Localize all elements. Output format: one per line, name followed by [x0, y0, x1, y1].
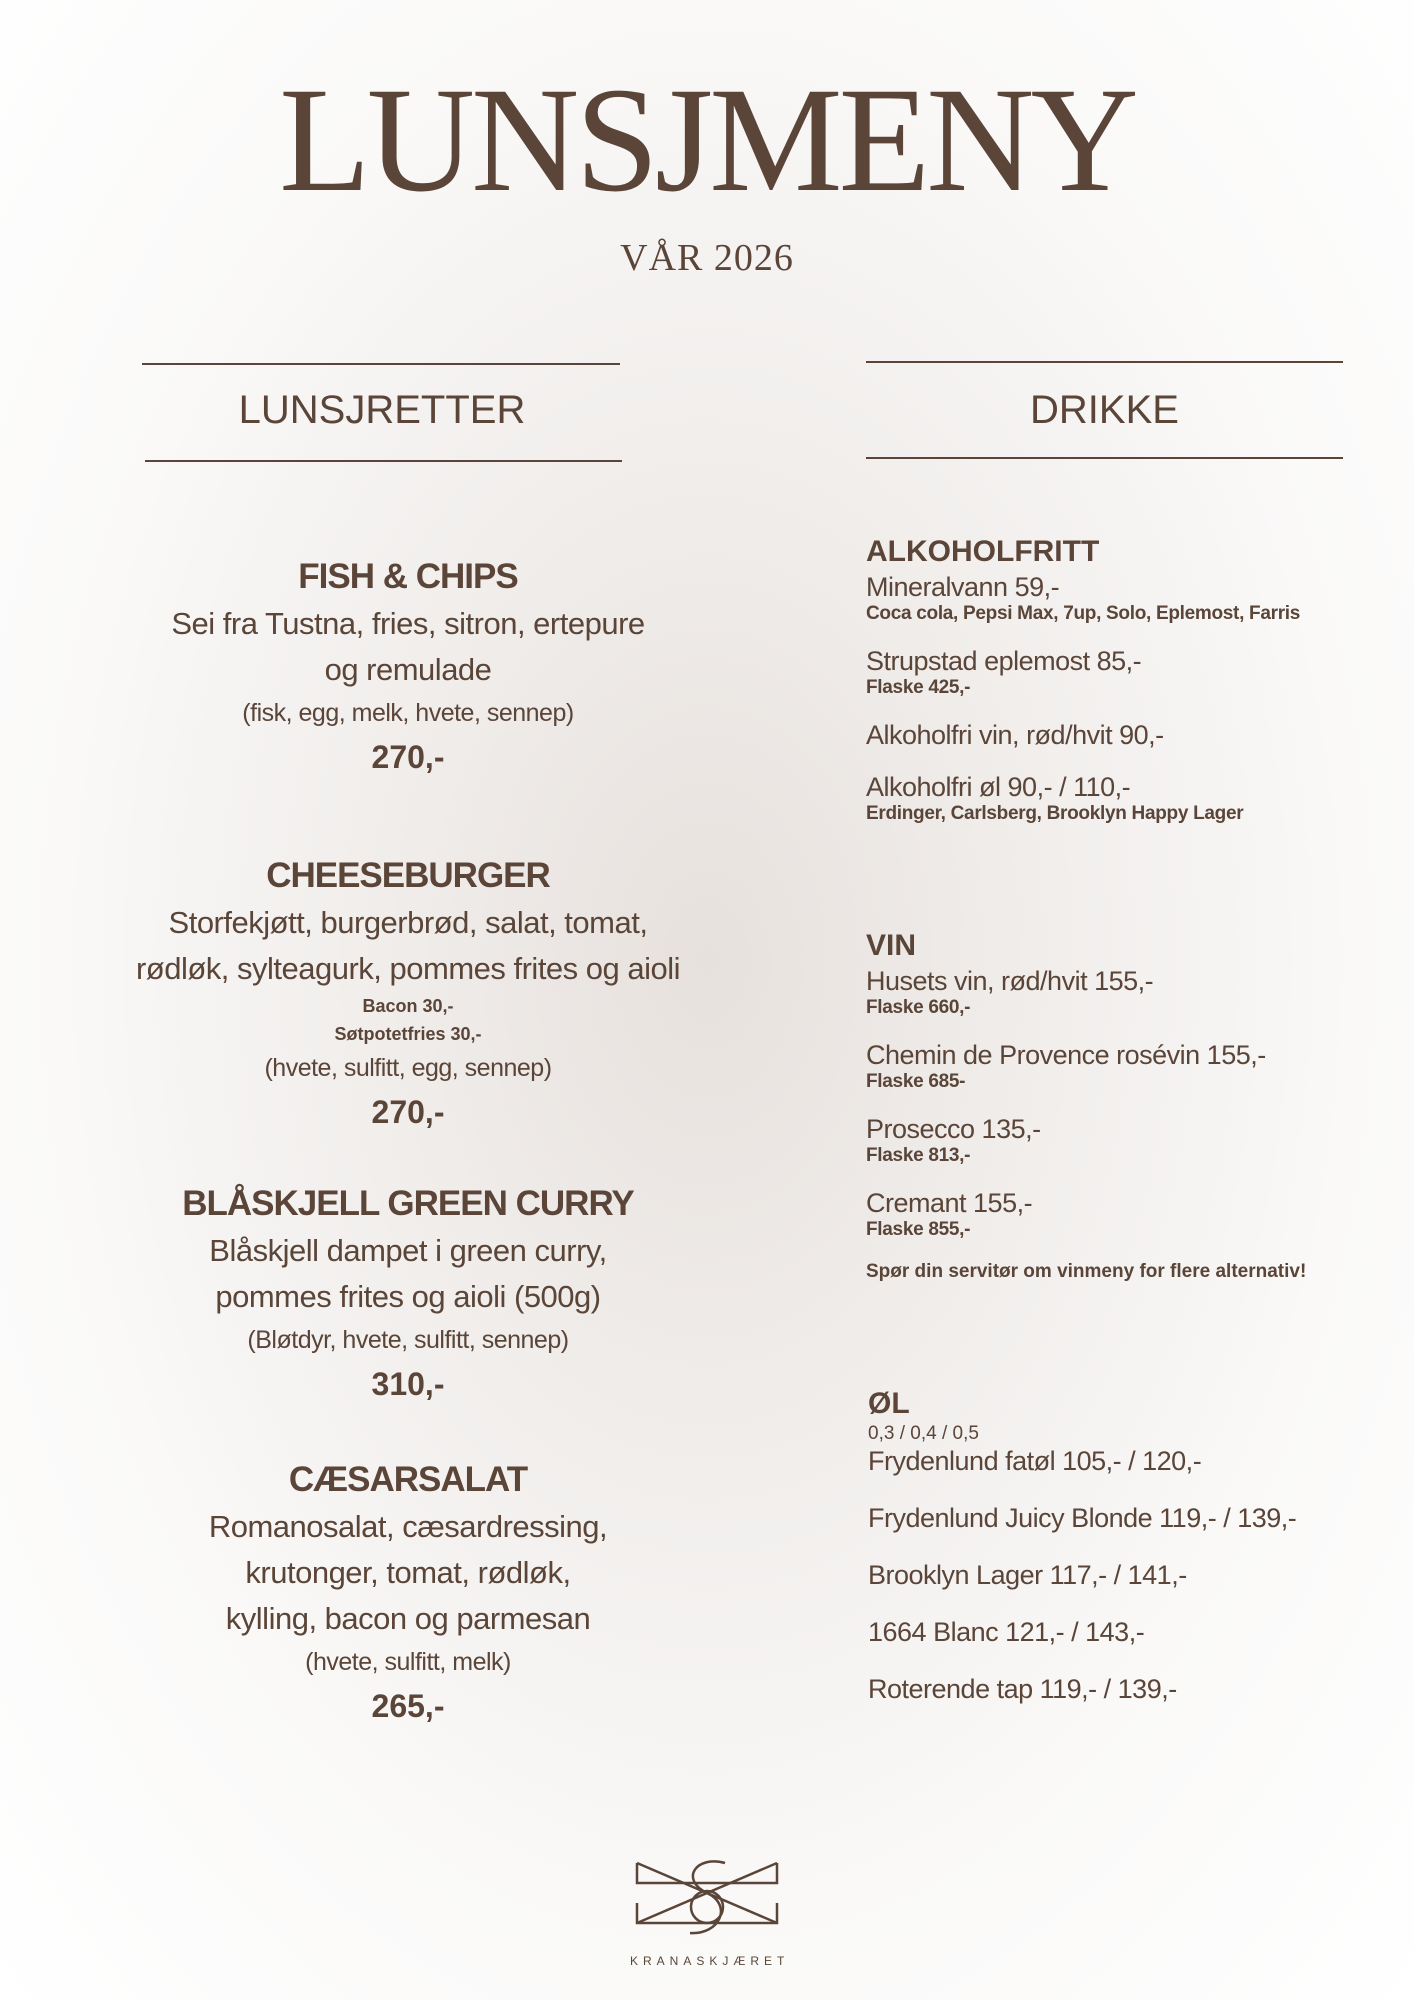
dish-price: 270,- — [371, 1094, 445, 1130]
drink-item — [866, 571, 1386, 625]
beer-item: Roterende tap 119,- / 139,- — [868, 1674, 1177, 1704]
dish-allergens: (hvete, sulfitt, egg, sennep) — [264, 1054, 552, 1082]
divider — [866, 457, 1343, 459]
dish-description: Romanosalat, cæsardressing, — [208, 1509, 608, 1544]
drink-detail: Erdinger, Carlsberg, Brooklyn Happy Lager — [866, 803, 1244, 824]
menu-title: LUNSJMENY — [279, 57, 1135, 223]
menu-subtitle: VÅR 2026 — [620, 237, 794, 279]
dish-cheeseburger — [130, 852, 686, 1136]
beer-item: Frydenlund fatøl 105,- / 120,- — [868, 1446, 1202, 1476]
dish-description: og remulade — [324, 652, 492, 687]
divider — [145, 460, 622, 462]
dish-allergens: (Bløtdyr, hvete, sulfitt, sennep) — [247, 1326, 569, 1354]
lunch-heading: LUNSJRETTER — [238, 388, 526, 432]
dish-name: CHEESEBURGER — [266, 856, 550, 895]
drink-item — [866, 645, 1386, 699]
drink-detail: Flaske 425,- — [866, 677, 971, 698]
brand-logo — [630, 1855, 790, 1968]
brand-name: KRANASKJÆRET — [630, 1954, 790, 1968]
dish-price: 310,- — [371, 1366, 445, 1402]
drink-item — [866, 771, 1386, 825]
drink-item — [866, 1039, 1386, 1093]
dish-description: rødløk, sylteagurk, pommes frites og aioli — [135, 951, 681, 986]
drink-item — [866, 965, 1386, 1019]
dish-caesarsalat — [130, 1456, 686, 1730]
drink-detail: Flaske 660,- — [866, 997, 971, 1018]
dish-allergens: (hvete, sulfitt, melk) — [305, 1648, 511, 1676]
dish-name: FISH & CHIPS — [298, 557, 518, 596]
dish-extra: Bacon 30,- — [362, 996, 454, 1016]
drinks-alkoholfritt — [866, 533, 1386, 845]
group-title: VIN — [866, 929, 917, 962]
drink-item — [866, 1187, 1386, 1241]
dish-description: krutonger, tomat, rødløk, — [245, 1555, 571, 1590]
drink-item — [866, 1113, 1386, 1167]
drink-name: Alkoholfri vin, rød/hvit 90,- — [866, 720, 1164, 750]
beer-item: Brooklyn Lager 117,- / 141,- — [868, 1560, 1187, 1590]
dish-description: kylling, bacon og parmesan — [225, 1601, 591, 1636]
dish-description: Blåskjell dampet i green curry, — [209, 1233, 607, 1268]
divider — [866, 361, 1343, 363]
drinks-ol — [868, 1385, 1388, 1730]
dish-fish-and-chips — [130, 553, 686, 781]
kranaskjaeret-logo-icon — [635, 1855, 779, 1941]
dish-extra: Søtpotetfries 30,- — [334, 1024, 482, 1044]
drink-name: Mineralvann 59,- — [866, 572, 1060, 602]
drink-detail: Coca cola, Pepsi Max, 7up, Solo, Eplemost, Farris — [866, 603, 1301, 624]
beer-sizes: 0,3 / 0,4 / 0,5 — [868, 1423, 979, 1444]
dish-blaskjell-green-curry — [130, 1180, 686, 1408]
divider — [142, 363, 620, 365]
dish-allergens: (fisk, egg, melk, hvete, sennep) — [242, 699, 574, 727]
drink-detail: Flaske 685- — [866, 1071, 966, 1092]
drink-name: Chemin de Provence rosévin 155,- — [866, 1040, 1266, 1070]
beer-item: 1664 Blanc 121,- / 143,- — [868, 1617, 1145, 1647]
dish-price: 265,- — [371, 1688, 445, 1724]
dish-description: pommes frites og aioli (500g) — [215, 1279, 601, 1314]
drink-detail: Flaske 813,- — [866, 1145, 971, 1166]
drink-item — [866, 719, 1386, 751]
drink-name: Husets vin, rød/hvit 155,- — [866, 966, 1154, 996]
wine-note: Spør din servitør om vinmeny for flere alternativ! — [866, 1261, 1307, 1282]
drink-name: Alkoholfri øl 90,- / 110,- — [866, 772, 1131, 802]
dish-description: Storfekjøtt, burgerbrød, salat, tomat, — [168, 905, 648, 940]
drinks-heading: DRIKKE — [1030, 388, 1179, 432]
drink-detail: Flaske 855,- — [866, 1219, 971, 1240]
dish-description: Sei fra Tustna, fries, sitron, ertepure — [171, 606, 645, 641]
group-title: ALKOHOLFRITT — [866, 535, 1100, 568]
dish-name: BLÅSKJELL GREEN CURRY — [182, 1184, 634, 1223]
drink-name: Prosecco 135,- — [866, 1114, 1041, 1144]
drink-name: Cremant 155,- — [866, 1188, 1033, 1218]
drink-name: Strupstad eplemost 85,- — [866, 646, 1142, 676]
beer-item: Frydenlund Juicy Blonde 119,- / 139,- — [868, 1503, 1297, 1533]
drinks-vin — [866, 927, 1386, 1283]
dish-name: CÆSARSALAT — [288, 1460, 528, 1499]
dish-price: 270,- — [371, 739, 445, 775]
group-title: ØL — [868, 1387, 910, 1420]
